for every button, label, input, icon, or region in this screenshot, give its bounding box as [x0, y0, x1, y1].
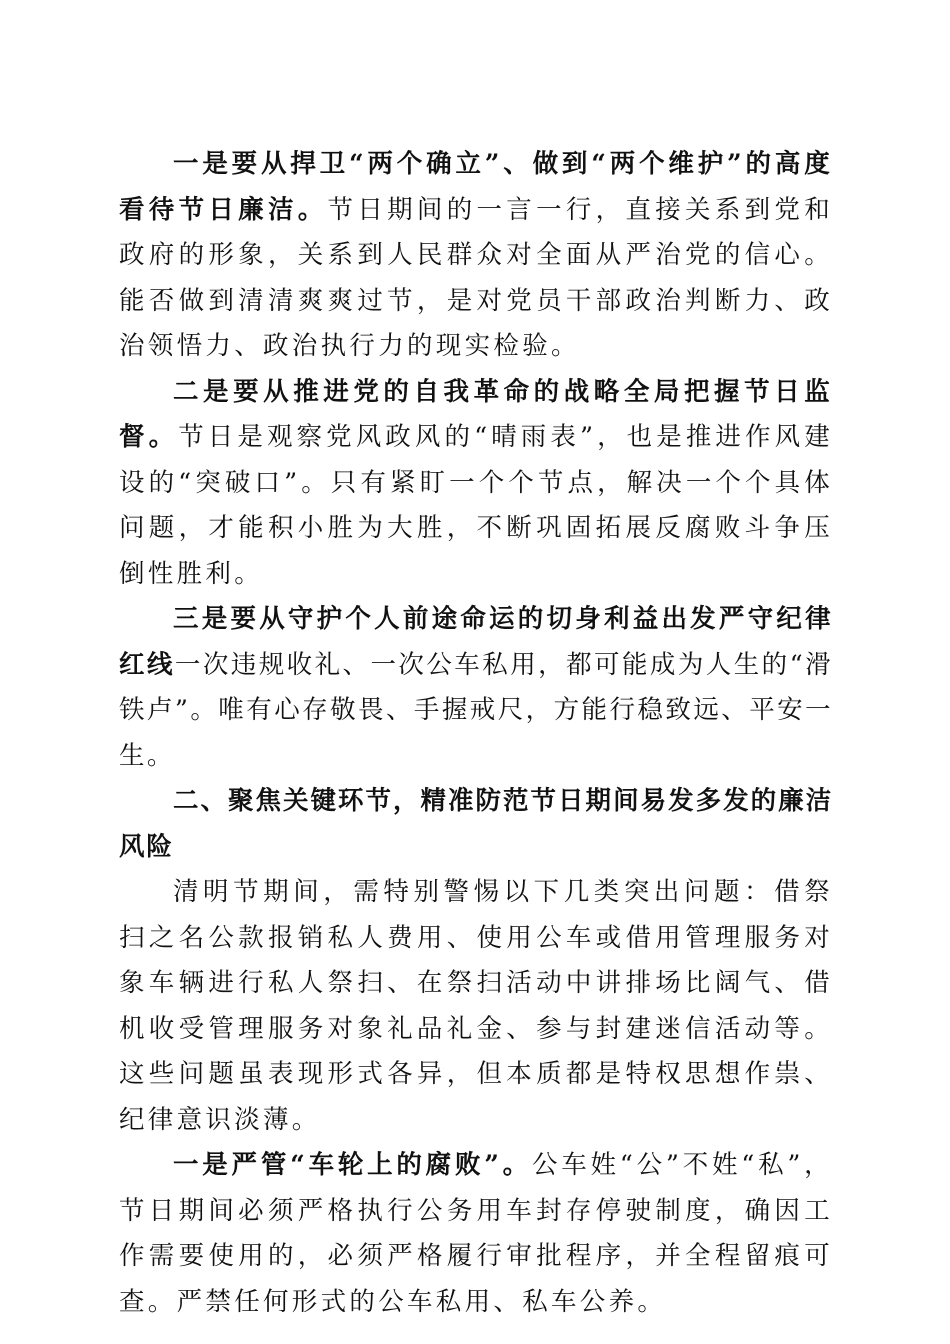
paragraph-self-revolution: [119, 370, 833, 598]
paragraph-qingming-intro: 清明节期间，需特别警惕以下几类突出问题：借祭扫之名公款报销私人费用、使用公车或借用管理服务对象车辆进行私人祭扫、在祭扫活动中讲排场比阔气、借机收受管理服务对象礼品礼金、参与封建迷信活动等。这些问题虽表现形式各异，但本质都是特权思想作祟、纪律意识淡薄。: [119, 877, 833, 1135]
document-body: [119, 142, 833, 1325]
paragraph-discipline-redline: [119, 597, 833, 779]
paragraph-text: 节日期间的一言一行，直接关系到党和政府的形象，关系到人民群众对全面从严治党的信心。能否做到清清爽爽过节，是对党员干部政治判断力、政治领悟力、政治执行力的现实检验。: [119, 194, 833, 361]
paragraph-lead: 一是严管“车轮上的腐败”。: [173, 1150, 532, 1180]
paragraph-lead: 三是要从守护个人前途命运的切身利益出发严守纪律红线: [119, 604, 833, 680]
paragraph-text: 节日是观察党风政风的“晴雨表”，也是推进作风建设的“突破口”。只有紧盯一个个节点，解决一个个具体问题，才能积小胜为大胜，不断巩固拓展反腐败斗争压倒性胜利。: [119, 422, 833, 589]
paragraph-lead: 一是要从捍卫“两个确立”、做到“两个维护”的高度看待节日廉洁。: [119, 149, 833, 225]
paragraph-text: 一次违规收礼、一次公车私用，都可能成为人生的“滑铁卢”。唯有心存敬畏、手握戒尺，方能行稳致远、平安一生。: [119, 649, 833, 771]
paragraph-lead: 二是要从推进党的自我革命的战略全局把握节日监督。: [119, 376, 833, 452]
section-heading: 二、聚焦关键环节，精准防范节日期间易发多发的廉洁风险: [119, 786, 833, 862]
paragraph-official-vehicles: [119, 1143, 833, 1325]
paragraph-two-establishments: [119, 142, 833, 370]
paragraph-text: 公车姓“公”不姓“私”，节日期间必须严格执行公务用车封存停驶制度，确因工作需要使用的，必须严格履行审批程序，并全程留痕可查。严禁任何形式的公车私用、私车公养。: [119, 1150, 833, 1317]
